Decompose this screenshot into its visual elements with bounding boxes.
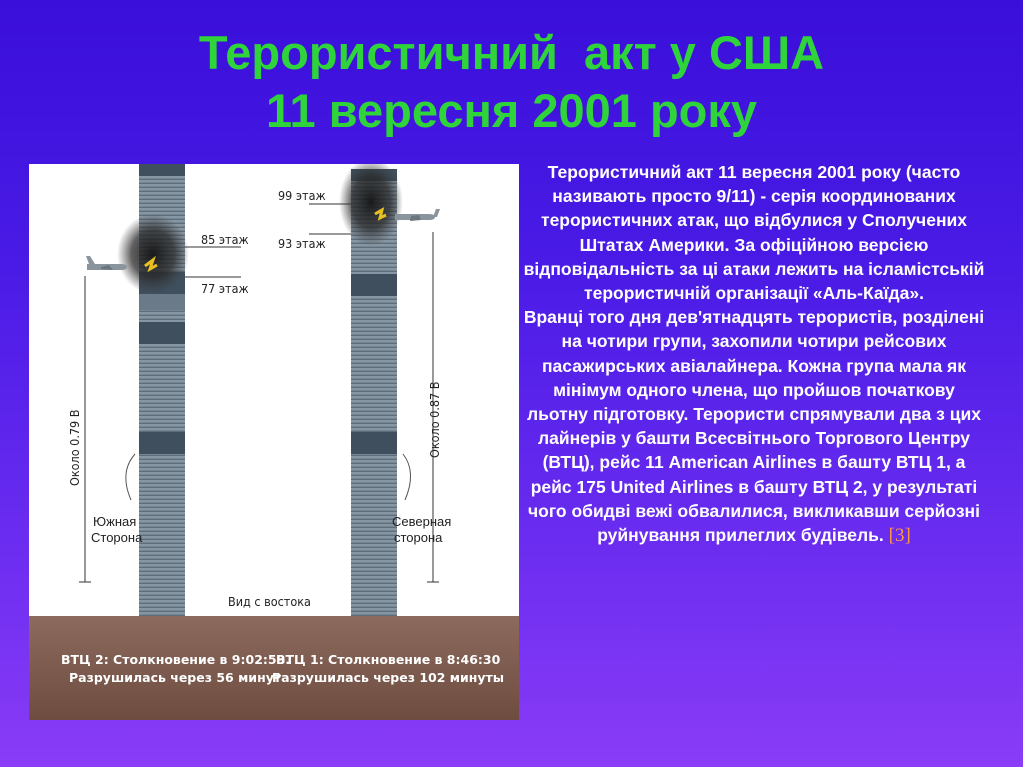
title-line-1: Терористичний акт у США xyxy=(198,26,825,79)
citation-link[interactable]: [3] xyxy=(888,525,911,547)
floor-85-label: 85 этаж xyxy=(201,232,249,247)
ground xyxy=(29,616,519,720)
title-line-2: 11 вересня 2001 року xyxy=(265,84,758,137)
north-collision-caption: ВТЦ 1: Столкновение в 8:46:30 xyxy=(276,652,501,667)
wtc-impact-diagram xyxy=(29,164,519,720)
north-side-label-line1: Северная xyxy=(392,514,452,529)
paragraph-2-text: Вранці того дня дев'ятнадцять терористів, розділені на чотири групи, захопили чотири рейсових пасажирських авіалайнера. Кожна група мала як мінімум одного члена, що пройшов початкову льотну підготовку. Терористи спрямували два з цих лайнерів у башти Всесвітнього Торгового Центру (ВТЦ), рейс 11 American Airlines в башту ВТЦ 1, а рейс 175 United Airlines в башту ВТЦ 2, у результаті чого обидві вежі обвалилися, викликавши серйозні руйнування прилеглих будівель. xyxy=(523,307,985,546)
paragraph-2 xyxy=(521,305,987,548)
view-label: Вид с востока xyxy=(228,594,311,609)
floor-77-label: 77 этаж xyxy=(201,281,249,296)
south-side-label-line2: Сторона xyxy=(91,530,143,545)
description-text xyxy=(521,160,987,548)
north-collapse-caption: Разрушилась через 102 минуты xyxy=(272,670,505,685)
south-side-label-line1: Южная xyxy=(93,514,137,529)
south-height-label: Около 0.79 В xyxy=(67,409,82,486)
south-collapse-caption: Разрушилась через 56 минут xyxy=(69,670,282,685)
slide-title xyxy=(0,24,1023,140)
paragraph-1: Терористичний акт 11 вересня 2001 року (часто називають просто 9/11) - серія координованих терористичних атак, що відбулися у Сполучених Штатах Америки. За офіційною версією відповідальність за ці атаки лежить на ісламістській терористичній організації «Аль-Каїда». xyxy=(523,162,985,304)
south-impact-smoke xyxy=(117,214,189,294)
north-side-label-line2: сторона xyxy=(394,530,443,545)
north-height-label: Около 0.87 В xyxy=(427,381,442,458)
floor-93-label: 93 этаж xyxy=(278,236,326,251)
floor-99-label: 99 этаж xyxy=(278,188,326,203)
south-collision-caption: ВТЦ 2: Столкновение в 9:02:59. xyxy=(61,652,291,667)
